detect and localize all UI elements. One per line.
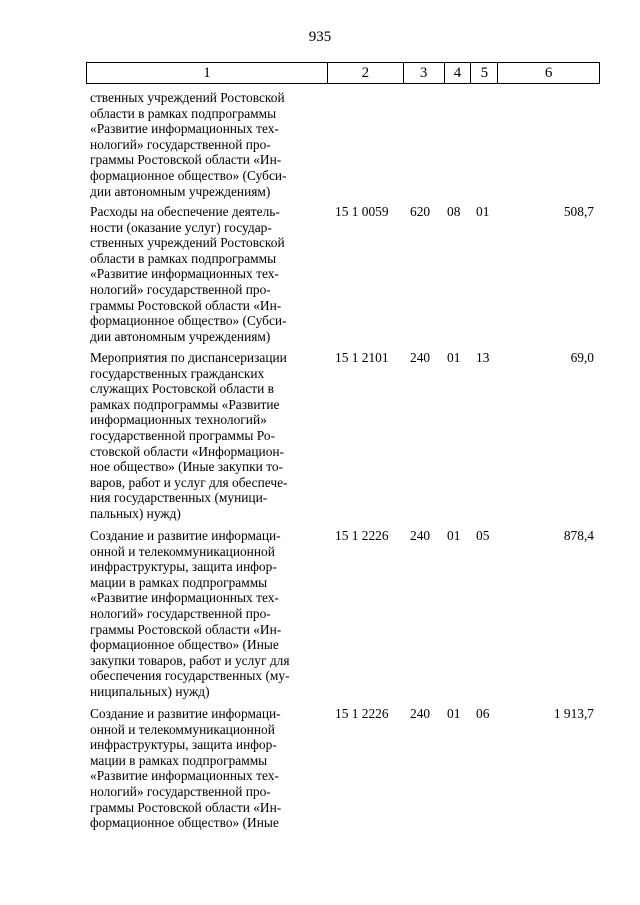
row-sum: 878,4 xyxy=(563,528,594,543)
description-line: граммы Ростовской области «Ин- xyxy=(90,152,282,168)
description-line: «Развитие информационных тех- xyxy=(90,266,279,282)
header-col-5: 5 xyxy=(471,63,498,83)
description-line: инфраструктуры, защита инфор- xyxy=(90,737,277,753)
description-line: информационных технологий» xyxy=(90,412,267,428)
description-line: формационное общество» (Субси- xyxy=(90,313,287,329)
description-line: рамках подпрограммы «Развитие xyxy=(90,396,280,412)
description-line: инфраструктуры, защита инфор- xyxy=(90,559,277,575)
description-line: граммы Ростовской области «Ин- xyxy=(90,297,282,313)
row-description xyxy=(90,90,322,199)
row-code: 15 1 2226 xyxy=(335,528,389,543)
description-line: мации в рамках подпрограммы xyxy=(90,752,268,768)
description-line: области в рамках подпрограммы xyxy=(90,250,277,266)
row-rz: 01 xyxy=(447,350,461,365)
description-line: нологий» государственной про- xyxy=(90,605,271,621)
row-code: 15 1 2226 xyxy=(335,706,389,721)
row-vr: 240 xyxy=(410,706,431,721)
row-rz: 08 xyxy=(447,204,461,219)
row-sum: 1 913,7 xyxy=(553,706,594,721)
header-col-4: 4 xyxy=(445,63,472,83)
row-sum: 69,0 xyxy=(570,350,594,365)
description-line: варов, работ и услуг для обеспече- xyxy=(90,474,288,490)
row-pr: 06 xyxy=(476,706,490,721)
description-line: ственных учреждений Ростовской xyxy=(90,235,285,251)
description-line: «Развитие информационных тех- xyxy=(90,590,279,606)
row-vr: 240 xyxy=(410,350,431,365)
row-description xyxy=(90,528,322,700)
header-col-3: 3 xyxy=(404,63,445,83)
row-code: 15 1 0059 xyxy=(335,204,389,219)
description-line: дии автономным учреждениям) xyxy=(90,328,271,344)
description-line: формационное общество» (Иные xyxy=(90,815,279,831)
header-col-6: 6 xyxy=(544,65,553,81)
row-rz: 01 xyxy=(447,706,461,721)
header-col-2: 2 xyxy=(328,63,404,83)
description-line: обеспечения государственных (му- xyxy=(90,668,290,684)
description-line: Расходы на обеспечение деятель- xyxy=(90,204,280,219)
description-line: области в рамках подпрограммы xyxy=(90,105,277,121)
description-line: граммы Ростовской области «Ин- xyxy=(90,621,282,637)
row-description xyxy=(90,350,322,522)
description-line: «Развитие информационных тех- xyxy=(90,768,279,784)
description-line: ниципальных) нужд) xyxy=(90,683,210,699)
description-line: дии автономным учреждениям) xyxy=(90,183,271,199)
description-line: стовской области «Информацион- xyxy=(90,443,285,459)
header-col-1: 1 xyxy=(87,63,328,83)
row-code: 15 1 2101 xyxy=(335,350,389,365)
description-line: нологий» государственной про- xyxy=(90,783,271,799)
description-line: служащих Ростовской области в xyxy=(90,381,274,397)
row-vr: 240 xyxy=(410,528,431,543)
description-line: формационное общество» (Иные xyxy=(90,637,279,653)
description-line: государственной программы Ро- xyxy=(90,427,276,443)
row-sum: 508,7 xyxy=(563,204,594,219)
description-line: пальных) нужд) xyxy=(90,505,181,521)
description-line: ния государственных (муници- xyxy=(90,490,268,506)
description-line: онной и телекоммуникационной xyxy=(90,721,275,737)
page-number: 935 xyxy=(308,29,332,45)
description-line: ности (оказание услуг) государ- xyxy=(90,219,272,235)
row-pr: 01 xyxy=(476,204,490,219)
table-header xyxy=(86,62,600,84)
row-rz: 01 xyxy=(447,528,461,543)
description-line: Мероприятия по диспансеризации xyxy=(90,350,287,365)
description-line: мации в рамках подпрограммы xyxy=(90,574,268,590)
description-line: ное общество» (Иные закупки то- xyxy=(90,459,284,475)
description-line: нологий» государственной про- xyxy=(90,281,271,297)
description-line: онной и телекоммуникационной xyxy=(90,543,275,559)
description-line: нологий» государственной про- xyxy=(90,136,271,152)
description-line: граммы Ростовской области «Ин- xyxy=(90,799,282,815)
row-description xyxy=(90,204,322,344)
description-line: ственных учреждений Ростовской xyxy=(90,90,285,105)
description-line: закупки товаров, работ и услуг для xyxy=(90,652,290,668)
row-vr: 620 xyxy=(410,204,431,219)
row-pr: 05 xyxy=(476,528,490,543)
description-line: формационное общество» (Субси- xyxy=(90,167,287,183)
description-line: Создание и развитие информаци- xyxy=(90,528,281,543)
description-line: Создание и развитие информаци- xyxy=(90,706,281,721)
description-line: «Развитие информационных тех- xyxy=(90,121,279,137)
description-line: государственных гражданских xyxy=(90,365,265,381)
row-description xyxy=(90,706,322,831)
row-pr: 13 xyxy=(476,350,490,365)
